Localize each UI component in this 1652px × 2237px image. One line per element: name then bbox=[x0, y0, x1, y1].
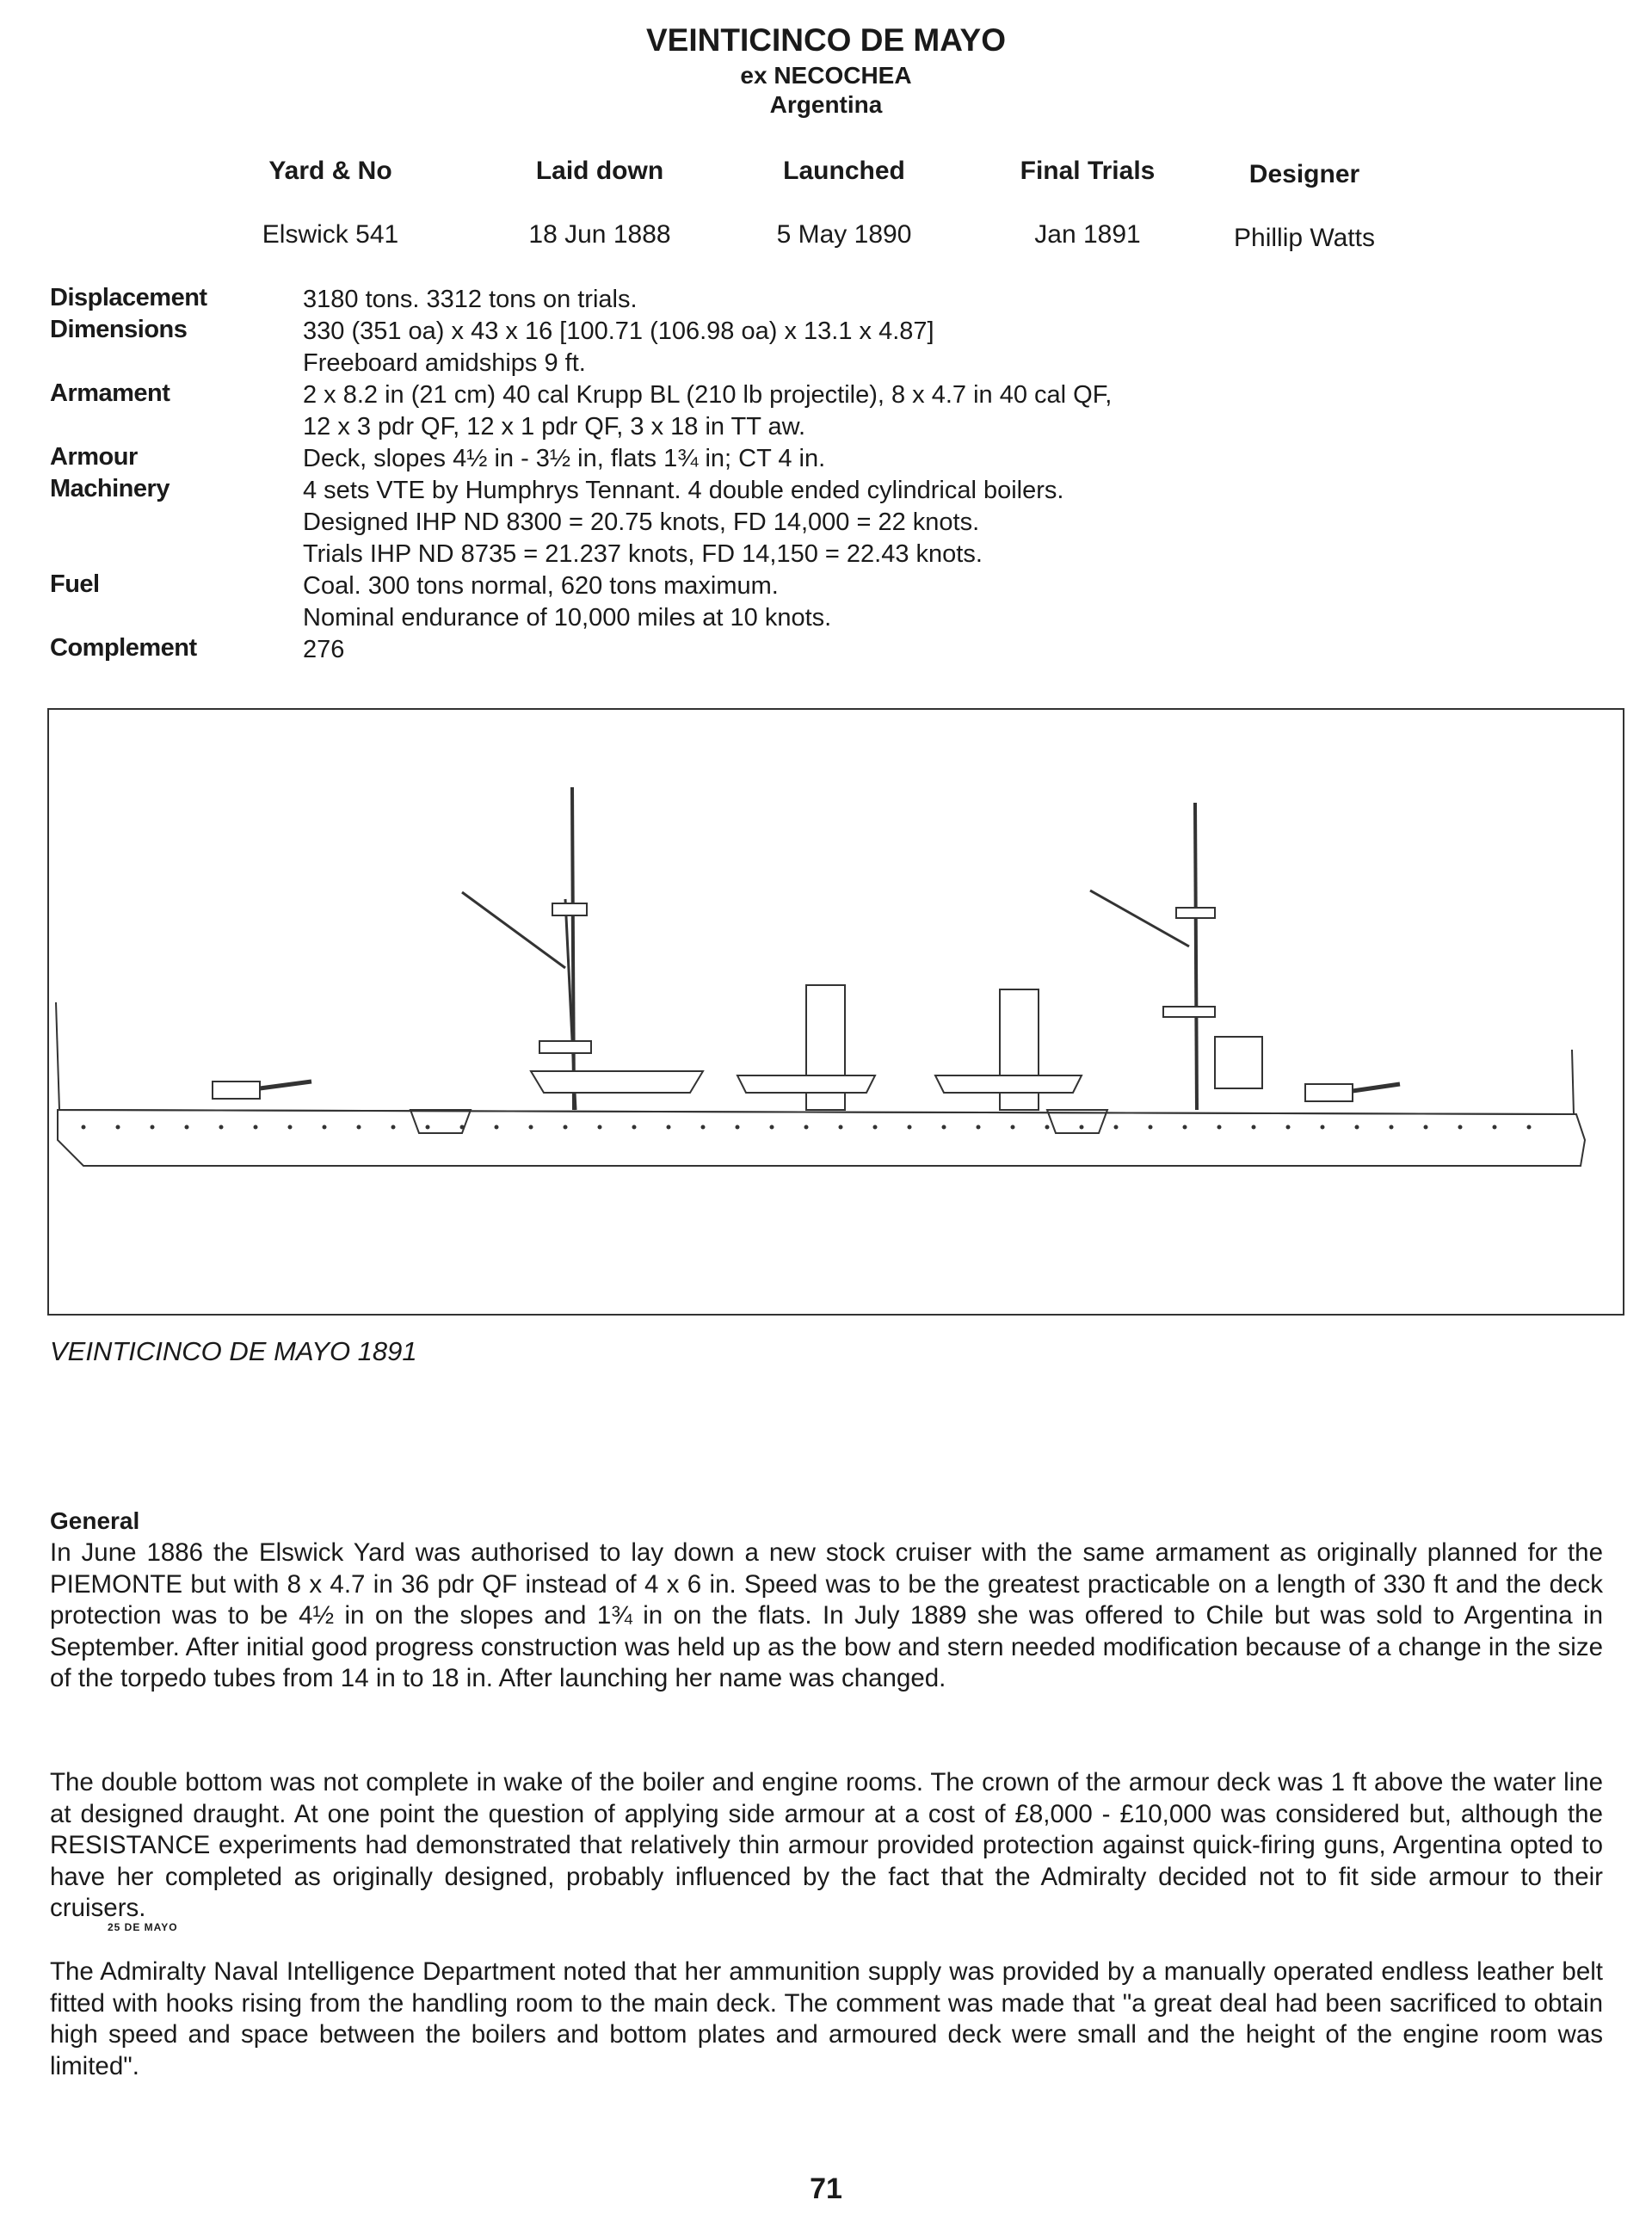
spec-value: 330 (351 oa) x 43 x 16 [100.71 (106.98 oa) x 13.1 x 4.87] bbox=[303, 317, 934, 345]
page-number: 71 bbox=[810, 2172, 842, 2205]
spec-value: Trials IHP ND 8735 = 21.237 knots, FD 14,150 = 22.43 knots. bbox=[303, 540, 983, 568]
porthole-mark bbox=[736, 1125, 740, 1130]
porthole-mark bbox=[977, 1125, 981, 1130]
porthole-mark bbox=[1527, 1125, 1532, 1130]
porthole-mark bbox=[254, 1125, 258, 1130]
porthole-mark bbox=[1458, 1125, 1463, 1130]
column-header: Designer bbox=[1248, 160, 1360, 188]
porthole-mark bbox=[1114, 1125, 1119, 1130]
spec-value: 3180 tons. 3312 tons on trials. bbox=[303, 286, 638, 313]
spec-label: Machinery bbox=[50, 475, 170, 502]
porthole-mark bbox=[667, 1125, 671, 1130]
porthole-mark bbox=[1355, 1125, 1359, 1130]
porthole-mark bbox=[1217, 1125, 1222, 1130]
porthole-mark bbox=[632, 1125, 637, 1130]
porthole-mark bbox=[323, 1125, 327, 1130]
porthole-mark bbox=[1011, 1125, 1015, 1130]
spec-value: Freeboard amidships 9 ft. bbox=[303, 349, 586, 377]
column-header: Laid down bbox=[535, 157, 664, 185]
porthole-mark bbox=[701, 1125, 706, 1130]
spec-value: Deck, slopes 4½ in - 3½ in, flats 1¾ in; CT 4 in. bbox=[303, 445, 826, 472]
porthole-mark bbox=[1424, 1125, 1428, 1130]
page-title: VEINTICINCO DE MAYO bbox=[645, 22, 1007, 58]
paragraph: The Admiralty Naval Intelligence Department noted that her ammunition supply was provided by a manually operated endless leather belt fitted with hooks rising from the handling room to the main deck. The comment was made that "a great deal had been sacrificed to obtain high speed and space between the boilers and bottom plates and armoured deck were small and the height of the engine room was limited". bbox=[50, 1957, 1603, 2080]
paragraph: The double bottom was not complete in wake of the boiler and engine rooms. The crown of the armour deck was 1 ft above the water line at designed draught. At one point the question of applying side armour at a cost of £8,000 - £10,000 was considered but, although the RESISTANCE experiments had demonstrated that relatively thin armour provided protection against quick-firing guns, Argentina opted to have her completed as originally designed, probably influenced by the fact that the Admiralty decided not to fit side armour to their cruisers. bbox=[50, 1768, 1603, 1922]
spec-label: Displacement bbox=[50, 284, 207, 311]
porthole-mark bbox=[1252, 1125, 1256, 1130]
porthole-mark bbox=[1321, 1125, 1325, 1130]
spec-label: Complement bbox=[50, 634, 197, 662]
ship-profile-drawing bbox=[49, 710, 1623, 1314]
table-cell: Phillip Watts bbox=[1234, 224, 1375, 252]
spec-value: 4 sets VTE by Humphrys Tennant. 4 double ended cylindrical boilers. bbox=[303, 477, 1064, 504]
drawing-label: 25 DE MAYO bbox=[108, 1921, 178, 1933]
porthole-mark bbox=[116, 1125, 120, 1130]
porthole-mark bbox=[908, 1125, 912, 1130]
spec-value: Designed IHP ND 8300 = 20.75 knots, FD 14,000 = 22 knots. bbox=[303, 508, 980, 536]
porthole-mark bbox=[460, 1125, 465, 1130]
table-cell: Jan 1891 bbox=[1034, 220, 1141, 249]
porthole-mark bbox=[529, 1125, 533, 1130]
porthole-mark bbox=[82, 1125, 86, 1130]
table-cell: 18 Jun 1888 bbox=[528, 220, 671, 249]
spec-label: Armament bbox=[50, 379, 170, 407]
column-header: Yard & No bbox=[268, 157, 392, 185]
porthole-mark bbox=[1390, 1125, 1394, 1130]
porthole-mark bbox=[357, 1125, 361, 1130]
porthole-mark bbox=[1080, 1125, 1084, 1130]
spec-value: 276 bbox=[303, 636, 345, 663]
porthole-mark bbox=[873, 1125, 878, 1130]
porthole-mark bbox=[495, 1125, 499, 1130]
porthole-mark bbox=[1493, 1125, 1497, 1130]
spec-value: Nominal endurance of 10,000 miles at 10 knots. bbox=[303, 604, 832, 632]
spec-label: Fuel bbox=[50, 570, 100, 598]
section-heading: General bbox=[50, 1507, 140, 1534]
porthole-mark bbox=[219, 1125, 224, 1130]
porthole-mark bbox=[942, 1125, 946, 1130]
column-header: Launched bbox=[783, 157, 905, 185]
spec-label: Dimensions bbox=[50, 316, 188, 343]
figure-caption: VEINTICINCO DE MAYO 1891 bbox=[50, 1336, 417, 1366]
porthole-mark bbox=[185, 1125, 189, 1130]
porthole-mark bbox=[598, 1125, 602, 1130]
porthole-mark bbox=[804, 1125, 809, 1130]
paragraph: In June 1886 the Elswick Yard was authorised to lay down a new stock cruiser with the same armament as originally planned for the PIEMONTE but with 8 x 4.7 in 36 pdr QF instead of 4 x 6 in. Speed was to be the greatest practicable on a length of 330 ft and the deck protection was to be 4½ in on the slopes and 1¾ in on the flats. In July 1889 she was offered to Chile but was sold to Argentina in September. After initial good progress construction was held up as the bow and stern needed modification because of a change in the size of the torpedo tubes from 14 in to 18 in. After launching her name was changed. bbox=[50, 1538, 1603, 1692]
spec-value: 2 x 8.2 in (21 cm) 40 cal Krupp BL (210 lb projectile), 8 x 4.7 in 40 cal QF, bbox=[303, 381, 1113, 409]
porthole-mark bbox=[151, 1125, 155, 1130]
table-cell: Elswick 541 bbox=[262, 220, 399, 249]
porthole-mark bbox=[839, 1125, 843, 1130]
porthole-mark bbox=[1286, 1125, 1291, 1130]
spec-label: Armour bbox=[50, 443, 138, 471]
porthole-mark bbox=[288, 1125, 293, 1130]
porthole-mark bbox=[564, 1125, 568, 1130]
porthole-mark bbox=[1045, 1125, 1050, 1130]
porthole-mark bbox=[1149, 1125, 1153, 1130]
table-cell: 5 May 1890 bbox=[776, 220, 912, 249]
column-header: Final Trials bbox=[1020, 157, 1156, 185]
spec-value: 12 x 3 pdr QF, 12 x 1 pdr QF, 3 x 18 in TT aw. bbox=[303, 413, 806, 441]
country: Argentina bbox=[769, 91, 883, 118]
porthole-mark bbox=[391, 1125, 396, 1130]
former-name: ex NECOCHEA bbox=[740, 62, 912, 89]
spec-value: Coal. 300 tons normal, 620 tons maximum. bbox=[303, 572, 779, 600]
porthole-mark bbox=[426, 1125, 430, 1130]
porthole-mark bbox=[1183, 1125, 1187, 1130]
porthole-mark bbox=[770, 1125, 774, 1130]
